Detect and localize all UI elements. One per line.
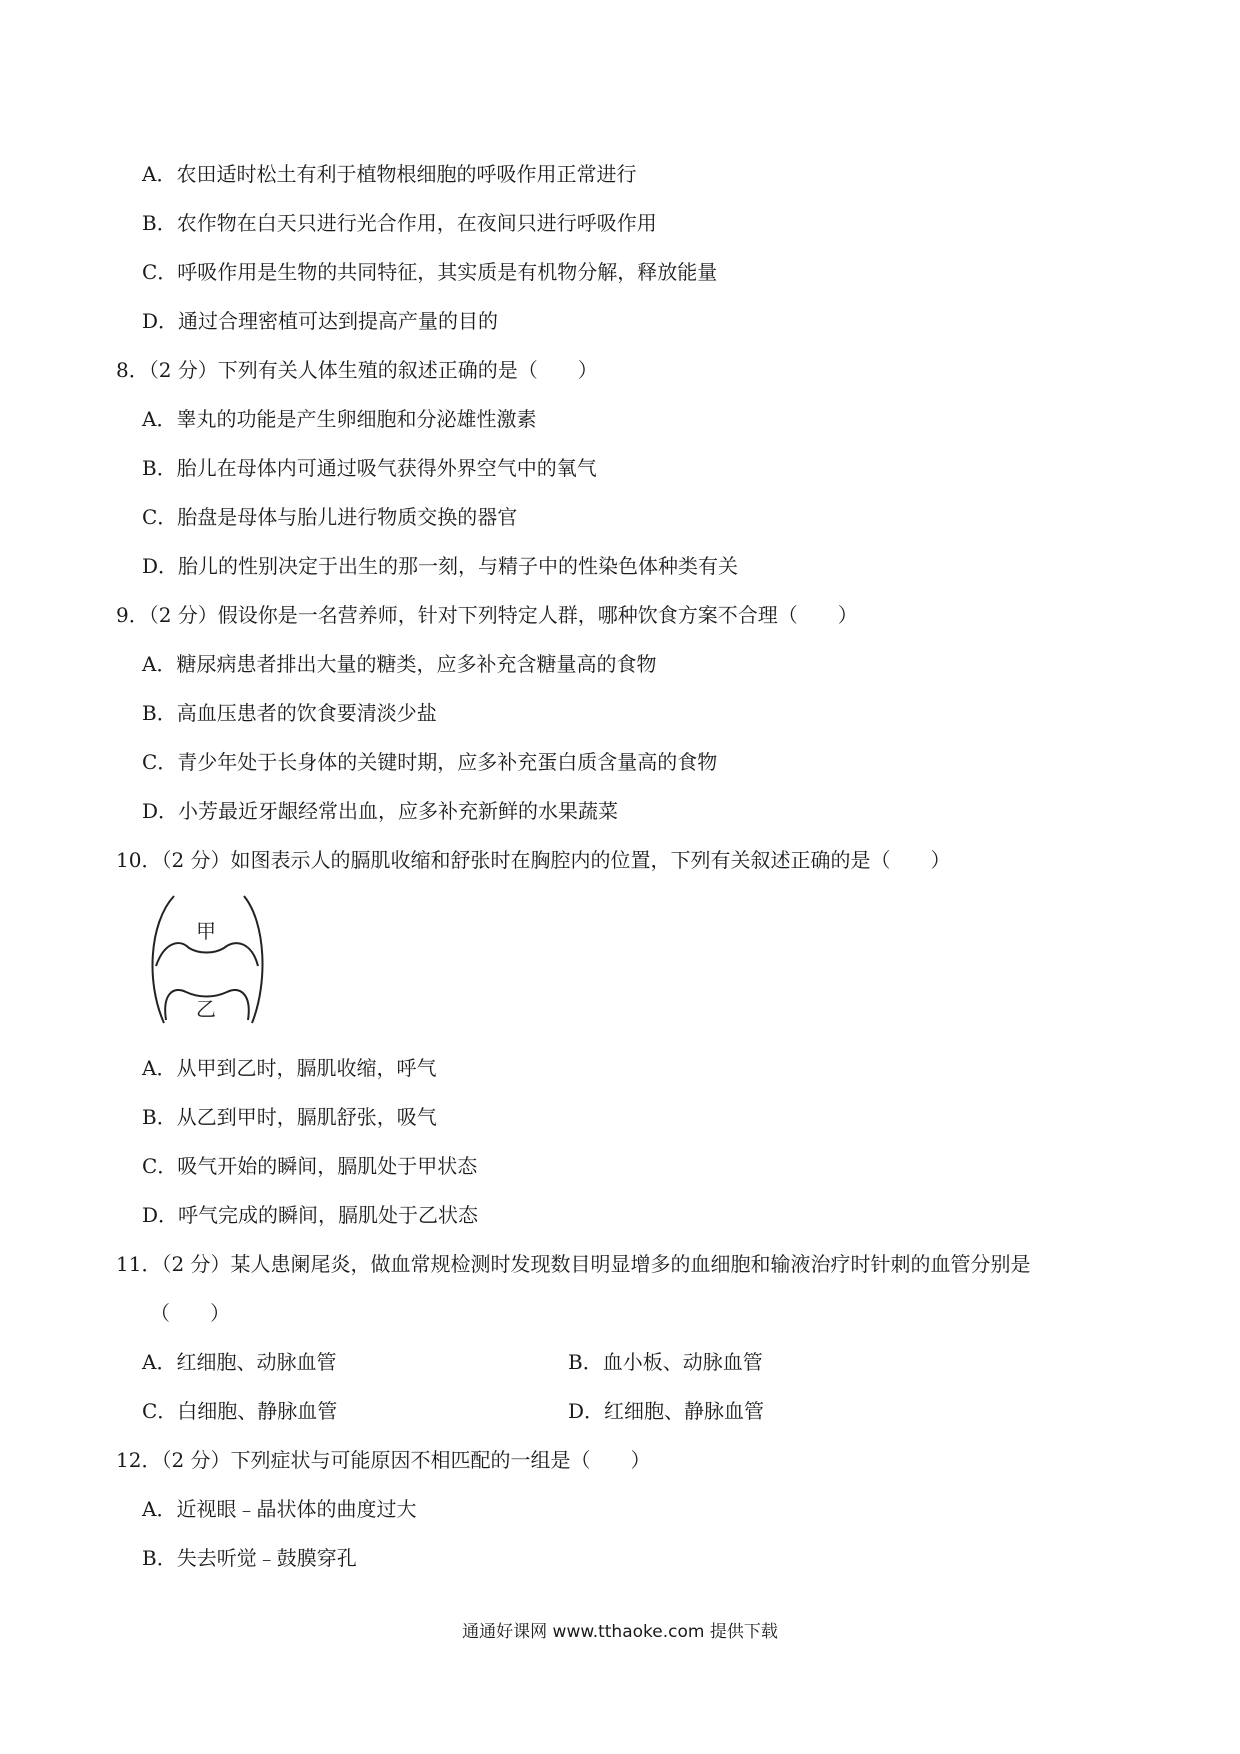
q7-option-a: A．农田适时松土有利于植物根细胞的呼吸作用正常进行	[142, 162, 637, 186]
diaphragm-jia-curve	[156, 943, 258, 966]
q9-option-b: B．高血压患者的饮食要清淡少盐	[142, 701, 437, 725]
q11-stem-blank: （ ）	[150, 1301, 230, 1325]
q9-option-d: D．小芳最近牙龈经常出血，应多补充新鲜的水果蔬菜	[142, 799, 619, 823]
q10-stem: 10．（2 分）如图表示人的膈肌收缩和舒张时在胸腔内的位置，下列有关叙述正确的是（ ）	[116, 848, 951, 872]
q9-option-c: C．青少年处于长身体的关键时期，应多补充蛋白质含量高的食物	[142, 750, 718, 774]
q11-option-a: A．红细胞、动脉血管	[142, 1350, 337, 1374]
q8-option-a: A．睾丸的功能是产生卵细胞和分泌雄性激素	[142, 407, 537, 431]
label-jia: 甲	[196, 919, 216, 943]
q12-stem: 12．（2 分）下列症状与可能原因不相匹配的一组是（ ）	[116, 1448, 651, 1472]
q10-option-a: A．从甲到乙时，膈肌收缩，呼气	[142, 1056, 437, 1080]
q11-option-d: D．红细胞、静脉血管	[568, 1399, 765, 1423]
q12-option-a: A．近视眼﹣晶状体的曲度过大	[142, 1497, 417, 1521]
q10-option-d: D．呼气完成的瞬间，膈肌处于乙状态	[142, 1203, 479, 1227]
q7-option-b: B．农作物在白天只进行光合作用，在夜间只进行呼吸作用	[142, 211, 657, 235]
q11-option-b: B．血小板、动脉血管	[568, 1350, 763, 1374]
q8-option-d: D．胎儿的性别决定于出生的那一刻，与精子中的性染色体种类有关	[142, 554, 739, 578]
diaphragm-diagram	[144, 888, 269, 1028]
q10-option-b: B．从乙到甲时，膈肌舒张，吸气	[142, 1105, 437, 1129]
q8-option-c: C．胎盘是母体与胎儿进行物质交换的器官	[142, 505, 518, 529]
q8-stem: 8．（2 分）下列有关人体生殖的叙述正确的是（ ）	[116, 358, 598, 382]
q7-option-c: C．呼吸作用是生物的共同特征，其实质是有机物分解，释放能量	[142, 260, 718, 284]
q10-option-c: C．吸气开始的瞬间，膈肌处于甲状态	[142, 1154, 478, 1178]
q9-stem: 9．（2 分）假设你是一名营养师，针对下列特定人群，哪种饮食方案不合理（ ）	[116, 603, 858, 627]
q12-option-b: B．失去听觉﹣鼓膜穿孔	[142, 1546, 357, 1570]
q9-option-a: A．糖尿病患者排出大量的糖类，应多补充含糖量高的食物	[142, 652, 657, 676]
q7-option-d: D．通过合理密植可达到提高产量的目的	[142, 309, 499, 333]
label-yi: 乙	[196, 997, 216, 1021]
q8-option-b: B．胎儿在母体内可通过吸气获得外界空气中的氧气	[142, 456, 597, 480]
q11-option-c: C．白细胞、静脉血管	[142, 1399, 338, 1423]
page-footer: 通通好课网 www.tthaoke.com 提供下载	[462, 1622, 778, 1642]
q11-stem: 11．（2 分）某人患阑尾炎，做血常规检测时发现数目明显增多的血细胞和输液治疗时针刺的血管分别是	[116, 1252, 1031, 1276]
